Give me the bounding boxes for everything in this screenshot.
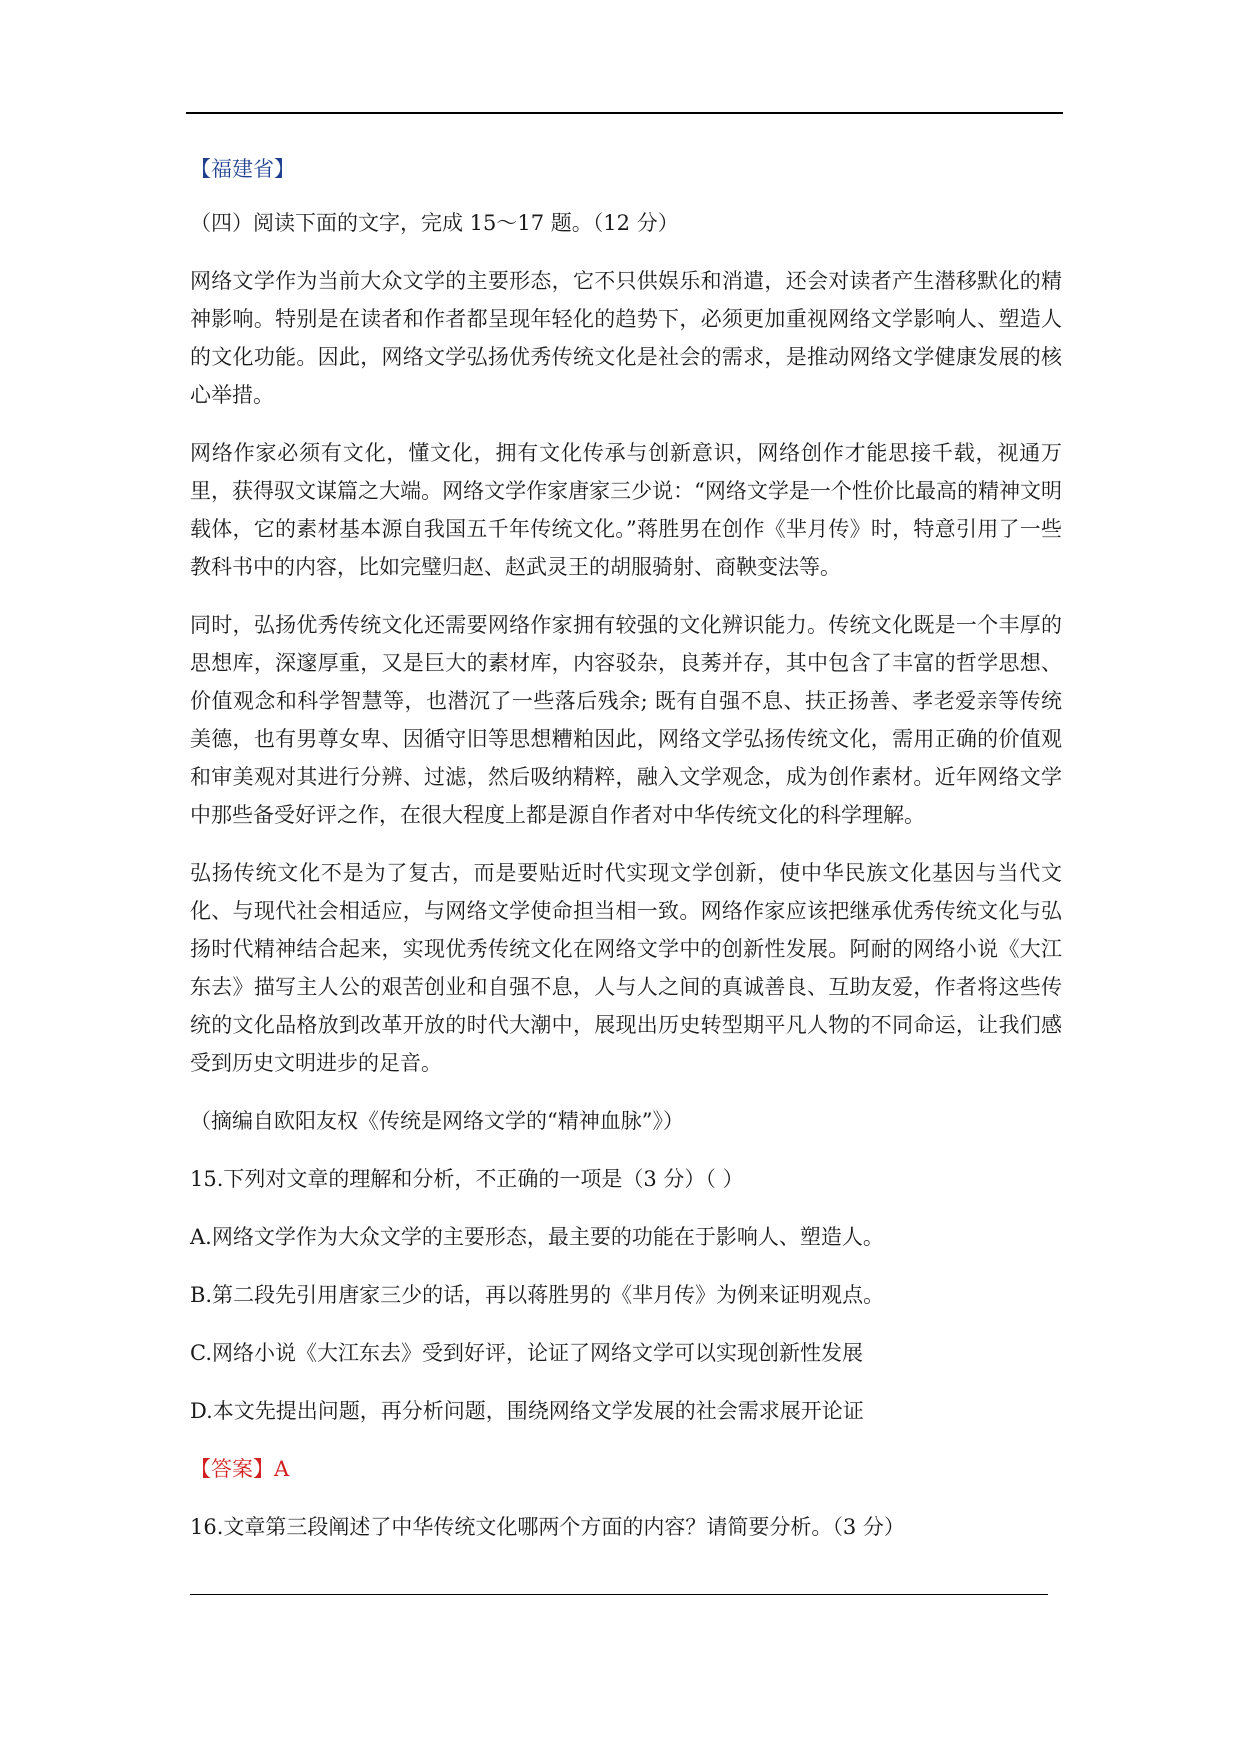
question-15-option-c: C.网络小说《大江东去》受到好评，论证了网络文学可以实现创新性发展 <box>190 1341 863 1365</box>
question-15-option-d: D.本文先提出问题，再分析问题，围绕网络文学发展的社会需求展开论证 <box>190 1399 864 1423</box>
section-header: （四）阅读下面的文字，完成 15～17 题。（12 分） <box>190 211 679 235</box>
paragraph-3: 同时，弘扬优秀传统文化还需要网络作家拥有较强的文化辨识能力。传统文化既是一个丰厚的思想库，深邃厚重，又是巨大的素材库，内容驳杂，良莠并存，其中包含了丰富的哲学思想、价值观念和科学智慧等，也潜沉了一些落后残余; 既有自强不息、扶正扬善、孝老爱亲等传统美德，也有男尊女卑、因循守旧等思想糟粕因此，网络文学弘扬传统文化，需用正确的价值观和审美观对其进行分辨、过滤，然后吸纳精粹，融入文学观念，成为创作素材。近年网络文学中那些备受好评之作，在很大程度上都是源自作者对中华传统文化的科学理解。 <box>190 613 1062 827</box>
answer-label: 【答案】 <box>190 1457 274 1481</box>
region-label: 【福建省】 <box>190 157 295 181</box>
paragraph-2: 网络作家必须有文化，懂文化，拥有文化传承与创新意识，网络创作才能思接千载，视通万里，获得驭文谋篇之大端。网络文学作家唐家三少说：“网络文学是一个性价比最高的精神文明载体，它的素材基本源自我国五千年传统文化。”蒋胜男在创作《芈月传》时，特意引用了一些教科书中的内容，比如完璧归赵、赵武灵王的胡服骑射、商鞅变法等。 <box>190 441 1062 579</box>
answer-line <box>190 1450 1062 1488</box>
question-15-option-b: B.第二段先引用唐家三少的话，再以蒋胜男的《芈月传》为例来证明观点。 <box>190 1283 885 1307</box>
source-note: （摘编自欧阳友权《传统是网络文学的“精神血脉”》） <box>190 1109 684 1133</box>
paragraph-4: 弘扬传统文化不是为了复古，而是要贴近时代实现文学创新，使中华民族文化基因与当代文化、与现代社会相适应，与网络文学使命担当相一致。网络作家应该把继承优秀传统文化与弘扬时代精神结合起来，实现优秀传统文化在网络文学中的创新性发展。阿耐的网络小说《大江东去》描写主人公的艰苦创业和自强不息，人与人之间的真诚善良、互助友爱，作者将这些传统的文化品格放到改革开放的时代大潮中，展现出历史转型期平凡人物的不同命运，让我们感受到历史文明进步的足音。 <box>190 861 1062 1075</box>
question-15-option-a: A.网络文学作为大众文学的主要形态，最主要的功能在于影响人、塑造人。 <box>190 1225 884 1249</box>
question-15-stem: 15.下列对文章的理解和分析，不正确的一项是（3 分）（ ） <box>190 1167 744 1191</box>
question-16-stem: 16.文章第三段阐述了中华传统文化哪两个方面的内容？请简要分析。（3 分） <box>190 1515 905 1539</box>
answer-value: A <box>274 1457 290 1481</box>
paragraph-1: 网络文学作为当前大众文学的主要形态，它不只供娱乐和消遣，还会对读者产生潜移默化的精神影响。特别是在读者和作者都呈现年轻化的趋势下，必须更加重视网络文学影响人、塑造人的文化功能。因此，网络文学弘扬优秀传统文化是社会的需求，是推动网络文学健康发展的核心举措。 <box>190 269 1062 407</box>
footer-rule <box>190 1594 1048 1595</box>
header-rule <box>186 112 1063 114</box>
document-body <box>190 150 1062 1546</box>
